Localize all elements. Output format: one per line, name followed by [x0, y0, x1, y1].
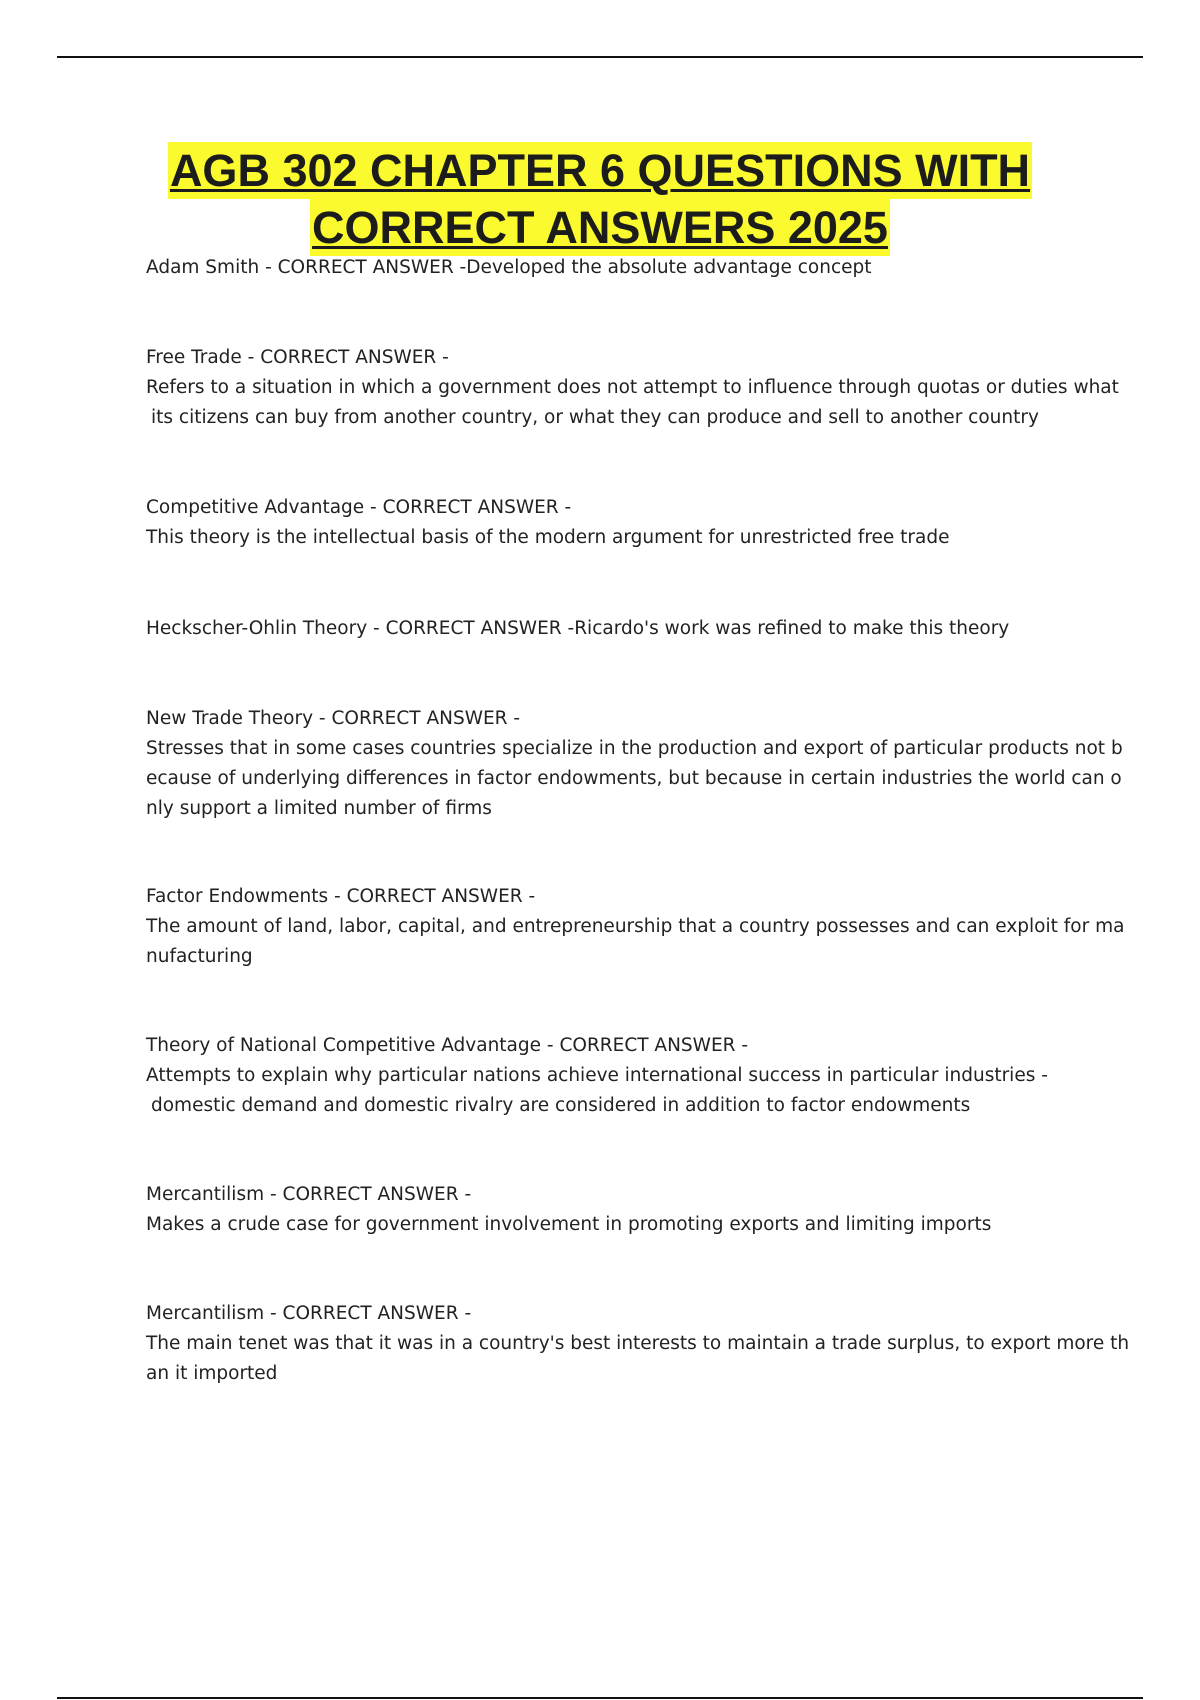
qa-entry-adam-smith: [146, 253, 1091, 283]
qa-entry-mercantilism-2: [146, 1299, 1130, 1389]
title-line-2: CORRECT ANSWERS 2025: [310, 199, 890, 256]
entry-answer-line: Attempts to explain why particular nations achieve international success in particular industries -: [146, 1065, 1048, 1086]
entry-term-line: New Trade Theory - CORRECT ANSWER -: [146, 708, 521, 729]
qa-entry-free-trade: [146, 343, 1119, 433]
bottom-rule: [57, 1697, 1143, 1699]
entry-answer-line: Refers to a situation in which a government does not attempt to influence through quotas or duties what: [146, 377, 1119, 398]
entry-line: Heckscher-Ohlin Theory - CORRECT ANSWER -Ricardo's work was refined to make this theory: [146, 618, 1010, 639]
qa-entry-mercantilism-1: [146, 1180, 1091, 1240]
entry-answer-line: nly support a limited number of firms: [146, 798, 492, 819]
qa-entry-heckscher-ohlin: [146, 614, 1091, 644]
entry-term-line: Mercantilism - CORRECT ANSWER -: [146, 1184, 472, 1205]
page-title: [57, 142, 1143, 256]
entry-term-line: Competitive Advantage - CORRECT ANSWER -: [146, 497, 572, 518]
entry-answer-line: domestic demand and domestic rivalry are considered in addition to factor endowments: [151, 1095, 971, 1116]
entry-answer-line: This theory is the intellectual basis of the modern argument for unrestricted free trade: [146, 527, 950, 548]
entry-term-line: Theory of National Competitive Advantage - CORRECT ANSWER -: [146, 1035, 749, 1056]
top-rule: [57, 56, 1143, 58]
entry-term-line: Factor Endowments - CORRECT ANSWER -: [146, 886, 536, 907]
entry-answer-line: nufacturing: [146, 946, 253, 967]
entry-answer-line: its citizens can buy from another country, or what they can produce and sell to another country: [151, 407, 1039, 428]
entry-line: Adam Smith - CORRECT ANSWER -Developed the absolute advantage concept: [146, 257, 872, 278]
entry-answer-line: The main tenet was that it was in a country's best interests to maintain a trade surplus, to export more th: [146, 1333, 1130, 1354]
qa-entry-new-trade-theory: [146, 704, 1123, 824]
entry-term-line: Mercantilism - CORRECT ANSWER -: [146, 1303, 472, 1324]
title-line-1: AGB 302 CHAPTER 6 QUESTIONS WITH: [168, 142, 1032, 199]
entry-answer-line: Stresses that in some cases countries specialize in the production and export of particular products not b: [146, 738, 1123, 759]
qa-entry-competitive-advantage: [146, 493, 1091, 553]
entry-term-line: Free Trade - CORRECT ANSWER -: [146, 347, 449, 368]
entry-answer-line: ecause of underlying differences in factor endowments, but because in certain industries the world can o: [146, 768, 1122, 789]
qa-entry-factor-endowments: [146, 882, 1125, 972]
entry-answer-line: The amount of land, labor, capital, and entrepreneurship that a country possesses and can exploit for ma: [146, 916, 1125, 937]
entry-answer-line: Makes a crude case for government involvement in promoting exports and limiting imports: [146, 1214, 992, 1235]
qa-entry-national-competitive-advantage: [146, 1031, 1091, 1121]
entry-answer-line: an it imported: [146, 1363, 278, 1384]
